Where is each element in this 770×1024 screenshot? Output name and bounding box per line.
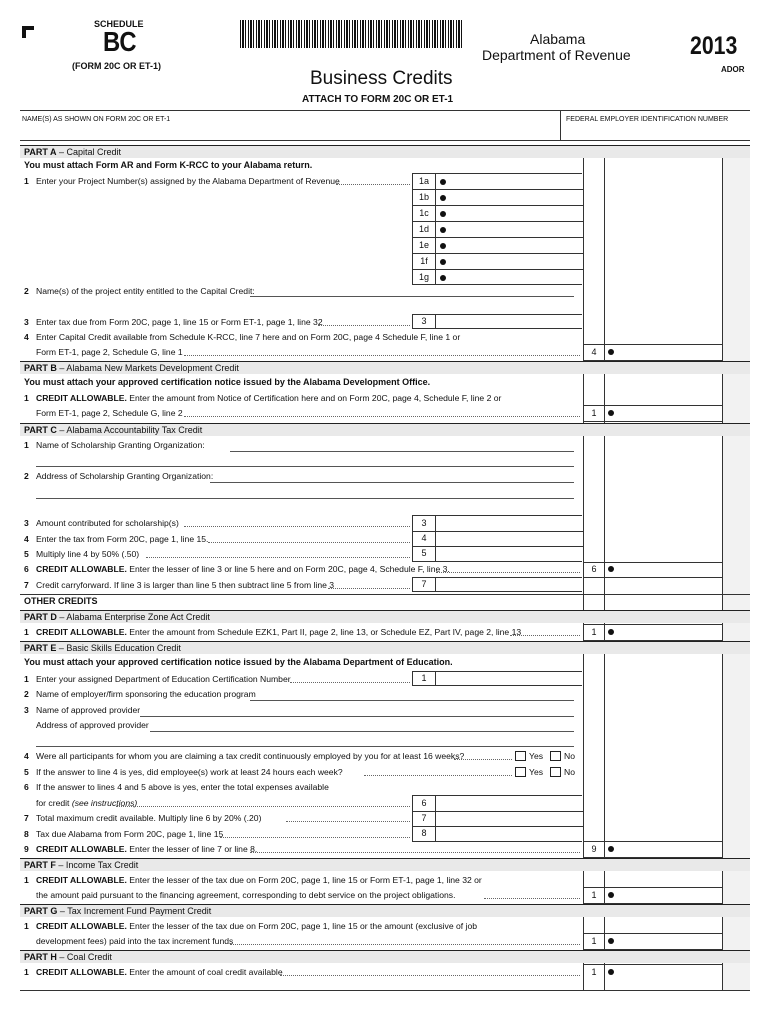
part-e-line-9-number: 9 [24, 844, 29, 854]
fein-label: FEDERAL EMPLOYER IDENTIFICATION NUMBER [566, 116, 729, 123]
part-d-line-1-number: 1 [24, 627, 29, 637]
part-c-line-3-leader [184, 526, 410, 527]
part-e-header [20, 641, 750, 654]
entry-bullet-icon [608, 846, 614, 852]
entry-bullet-icon [440, 179, 446, 185]
part-f-line-1-box-label: 1 [591, 890, 597, 900]
part-b-line-1-box-label: 1 [591, 408, 597, 418]
ident-top-rule [20, 110, 750, 111]
part-c-line-2-text: Address of Scholarship Granting Organization: [36, 471, 214, 481]
form-bottom-rule [20, 990, 750, 991]
part-g-line-1-text-2: development fees) paid into the tax increment funds [36, 936, 234, 946]
part-a-label: PART A [24, 147, 57, 157]
part-c-line-5-text: Multiply line 4 by 50% (.50) [36, 549, 140, 559]
project-line-1a-label: 1a [418, 176, 429, 186]
part-c-line-2-number: 2 [24, 471, 29, 481]
part-g-line-1-number: 1 [24, 921, 29, 931]
line-4-yes-checkbox[interactable] [515, 751, 526, 761]
part-d-line-1-leader [510, 635, 580, 636]
part-a-line-3-number: 3 [24, 317, 29, 327]
part-f-title: – Income Tax Credit [55, 860, 139, 870]
part-b-line-1-text-2: Form ET-1, page 2, Schedule G, line 2 [36, 408, 183, 418]
names-label: NAME(S) AS SHOWN ON FORM 20C OR ET-1 [22, 116, 171, 123]
entry-bullet-icon [440, 259, 446, 265]
part-c-line-1-number: 1 [24, 440, 29, 450]
part-c-label: PART C [24, 425, 57, 435]
part-c-line-7-text: Credit carryforward. If line 3 is larger than line 5 then subtract line 5 from line 3 [36, 580, 335, 590]
part-c-line-7-box[interactable] [412, 577, 582, 592]
part-a-line-2-text: Name(s) of the project entity entitled to the Capital Credit: [36, 286, 255, 296]
employer-name-field[interactable] [250, 700, 574, 701]
part-e-line-8-box-label: 8 [421, 828, 427, 838]
part-e-line-7-box-label: 7 [421, 813, 427, 823]
part-e-line-7-number: 7 [24, 813, 29, 823]
part-c-line-5-box-label: 5 [421, 548, 427, 558]
part-e-line-8-number: 8 [24, 829, 29, 839]
part-e-line-6-text-1: If the answer to lines 4 and 5 above is yes, enter the total expenses available [36, 782, 329, 792]
part-a-line-1-text: Enter your Project Number(s) assigned by the Alabama Department of Revenue [36, 176, 340, 186]
part-e-line-1-box[interactable] [412, 671, 582, 686]
part-a-line-1-number: 1 [24, 176, 29, 186]
part-e-line-6-leader [116, 806, 410, 807]
part-f-line-1-leader [484, 898, 580, 899]
part-e-line-1-number: 1 [24, 674, 29, 684]
part-h-line-1-number: 1 [24, 967, 29, 977]
part-f-line-1-number: 1 [24, 875, 29, 885]
part-d-label: PART D [24, 612, 57, 622]
corner-mark [22, 26, 34, 38]
project-line-1g-label: 1g [418, 272, 429, 282]
part-e-line-9-box-label: 9 [591, 844, 597, 854]
part-a-line-3-leader [318, 325, 410, 326]
part-e-line-8-leader [220, 837, 410, 838]
part-f-line-1-text-2: the amount paid pursuant to the financing agreement, corresponding to debt service on the project obligations. [36, 890, 456, 900]
part-h-line-1-leader [280, 975, 580, 976]
part-g-title: – Tax Increment Fund Payment Credit [57, 906, 212, 916]
entry-bullet-icon [608, 938, 614, 944]
other-credits-heading: OTHER CREDITS [24, 596, 98, 606]
part-a-line-1-leader [336, 184, 410, 185]
entry-bullet-icon [608, 892, 614, 898]
entry-bullet-icon [608, 349, 614, 355]
scholarship-org-name-field-2[interactable] [36, 466, 574, 467]
schedule-label: SCHEDULE [94, 19, 144, 29]
part-c-line-3-box-label: 3 [421, 518, 427, 528]
project-line-1b-label: 1b [418, 192, 429, 202]
provider-name-field[interactable] [140, 716, 574, 717]
part-c-line-1-text: Name of Scholarship Granting Organization: [36, 440, 205, 450]
part-b-header [20, 361, 750, 374]
part-c-line-4-leader [208, 542, 410, 543]
form-title: Business Credits [310, 68, 453, 89]
part-e-line-4-leader [454, 759, 512, 760]
entry-bullet-icon [440, 195, 446, 201]
part-e-line-3-number: 3 [24, 705, 29, 715]
entry-bullet-icon [608, 629, 614, 635]
part-e-line-7-leader [286, 821, 410, 822]
part-d-line-1-text: CREDIT ALLOWABLE. Enter the amount from Schedule EZK1, Part II, page 2, line 13, or Schedule EZ, Part IV, page 2, line 13 [36, 627, 522, 637]
scholarship-org-address-field[interactable] [210, 482, 574, 483]
form-reference: (FORM 20C OR ET-1) [72, 61, 162, 71]
scholarship-org-address-field-2[interactable] [36, 498, 574, 499]
part-a-line-4-number: 4 [24, 332, 29, 342]
part-b-line-1-text-1: CREDIT ALLOWABLE. Enter the amount from Notice of Certification here and on Form 20C, page 4, Schedule F, line 2 or [36, 393, 502, 403]
part-g-header [20, 904, 750, 917]
part-d-line-1-box-label: 1 [591, 627, 597, 637]
part-d-title: – Alabama Enterprise Zone Act Credit [56, 612, 210, 622]
part-b-label: PART B [24, 363, 57, 373]
part-e-line-5-leader [364, 775, 512, 776]
project-line-1e-label: 1e [418, 240, 429, 250]
part-e-line-4-text: Were all participants for whom you are claiming a tax credit continuously employed by you for at least 16 weeks? [36, 751, 465, 761]
part-e-line-6-number: 6 [24, 782, 29, 792]
part-c-line-3-text: Amount contributed for scholarship(s) [36, 518, 179, 528]
part-e-label: PART E [24, 643, 57, 653]
entry-bullet-icon [440, 243, 446, 249]
part-e-line-1-box-label: 1 [421, 673, 427, 683]
part-e-line-3-address-text: Address of approved provider [36, 720, 149, 730]
department-name: Department of Revenue [482, 47, 631, 63]
provider-address-field[interactable] [150, 731, 574, 732]
part-e-line-9-leader [250, 852, 580, 853]
part-g-line-1-leader [230, 944, 580, 945]
part-f-header [20, 858, 750, 871]
part-c-line-6-number: 6 [24, 564, 29, 574]
line-4-yes-label: Yes [529, 751, 544, 761]
part-c-line-6-box-label: 6 [591, 564, 597, 574]
part-e-line-8-text: Tax due Alabama from Form 20C, page 1, line 15 [36, 829, 224, 839]
agency-code: ADOR [721, 65, 745, 74]
ident-divider [560, 110, 561, 140]
project-number-grid [412, 173, 582, 285]
part-e-line-2-number: 2 [24, 689, 29, 699]
part-c-line-4-text: Enter the tax from Form 20C, page 1, line 15. [36, 534, 209, 544]
attach-instruction: ATTACH TO FORM 20C OR ET-1 [302, 94, 454, 105]
part-c-line-7-number: 7 [24, 580, 29, 590]
part-a-line-3-text: Enter tax due from Form 20C, page 1, line 15 or Form ET-1, page 1, line 32 [36, 317, 323, 327]
part-e-line-2-text: Name of employer/firm sponsoring the education program [36, 689, 256, 699]
entry-bullet-icon [440, 275, 446, 281]
part-a-title: – Capital Credit [56, 147, 122, 157]
line-4-no-label: No [564, 751, 575, 761]
part-e-title: – Basic Skills Education Credit [56, 643, 181, 653]
schedule-code: BC [103, 26, 136, 57]
part-b-notice: You must attach your approved certification notice issued by the Alabama Development Office. [24, 377, 431, 387]
part-b-title: – Alabama New Markets Development Credit [56, 363, 239, 373]
part-e-line-9-text: CREDIT ALLOWABLE. Enter the lesser of line 7 or line 8. [36, 844, 258, 854]
tax-year: 2013 [690, 32, 738, 60]
part-h-line-1-text: CREDIT ALLOWABLE. Enter the amount of coal credit available [36, 967, 283, 977]
part-c-title: – Alabama Accountability Tax Credit [56, 425, 203, 435]
part-a-line-4-leader [184, 355, 580, 356]
entry-bullet-icon [608, 566, 614, 572]
part-g-label: PART G [24, 906, 58, 916]
line-5-no-label: No [564, 767, 575, 777]
part-e-notice: You must attach your approved certification notice issued by the Alabama Department of Education. [24, 657, 453, 667]
part-b-line-1-leader [184, 416, 580, 417]
part-g-line-1-text-1: CREDIT ALLOWABLE. Enter the lesser of the tax due on Form 20C, page 1, line 15 or the amount (exclusive of job [36, 921, 478, 931]
project-line-1d-label: 1d [418, 224, 429, 234]
part-a-line-2-number: 2 [24, 286, 29, 296]
part-h-label: PART H [24, 952, 57, 962]
part-e-lines-6-8-boxes[interactable] [412, 795, 582, 842]
part-c-line-5-leader [146, 557, 410, 558]
part-e-line-7-text: Total maximum credit available. Multiply line 6 by 20% (.20) [36, 813, 262, 823]
part-e-line-1-text: Enter your assigned Department of Education Certification Number [36, 674, 291, 684]
provider-address-field-2[interactable] [36, 746, 574, 747]
part-c-line-7-leader [328, 588, 410, 589]
part-c-line-4-box-label: 4 [421, 533, 427, 543]
part-c-line-7-box-label: 7 [421, 579, 427, 589]
part-a-line-4-text-2: Form ET-1, page 2, Schedule G, line 1 [36, 347, 183, 357]
part-c-line-6-leader [436, 572, 580, 573]
part-c-header [20, 423, 750, 436]
part-f-label: PART F [24, 860, 56, 870]
part-e-line-6-box-label: 6 [421, 798, 427, 808]
part-c-line-6-text: CREDIT ALLOWABLE. Enter the lesser of line 3 or line 5 here and on Form 20C, page 4, Schedule F, line 3. [36, 564, 450, 574]
part-e-line-6-text-2: for credit (see instructions) [36, 798, 138, 808]
ident-bottom-rule [20, 140, 750, 141]
project-entity-name-field[interactable] [250, 296, 574, 297]
part-e-line-5-text: If the answer to line 4 is yes, did employee(s) work at least 24 hours each week? [36, 767, 343, 777]
part-h-title: – Coal Credit [56, 952, 112, 962]
line-5-yes-label: Yes [529, 767, 544, 777]
project-line-1f-label: 1f [420, 256, 428, 266]
part-e-line-4-number: 4 [24, 751, 29, 761]
part-a-line-3-box[interactable] [412, 314, 582, 329]
entry-bullet-icon [608, 410, 614, 416]
part-b-line-1-number: 1 [24, 393, 29, 403]
part-e-line-1-leader [290, 682, 410, 683]
part-c-line-4-number: 4 [24, 534, 29, 544]
line-4-no-checkbox[interactable] [550, 751, 561, 761]
part-h-header [20, 950, 750, 963]
line-5-no-checkbox[interactable] [550, 767, 561, 777]
scholarship-org-name-field[interactable] [230, 451, 574, 452]
part-c-line-3-number: 3 [24, 518, 29, 528]
part-e-line-5-number: 5 [24, 767, 29, 777]
project-line-1c-label: 1c [419, 208, 429, 218]
entry-bullet-icon [440, 211, 446, 217]
part-a-line-4-text-1: Enter Capital Credit available from Schedule K-RCC, line 7 here and on Form 20C, page 4 Schedule F, line 1 or [36, 332, 461, 342]
entry-bullet-icon [440, 227, 446, 233]
part-a-header [20, 145, 750, 158]
part-a-line-3-box-label: 3 [421, 316, 427, 326]
barcode [240, 20, 462, 48]
part-a-line-4-box-label: 4 [591, 347, 597, 357]
part-f-line-1-text-1: CREDIT ALLOWABLE. Enter the lesser of the tax due on Form 20C, page 1, line 15 or Form ET-1, page 1, line 32 or [36, 875, 482, 885]
part-g-line-1-box-label: 1 [591, 936, 597, 946]
line-5-yes-checkbox[interactable] [515, 767, 526, 777]
part-e-line-3-text: Name of approved provider [36, 705, 141, 715]
part-c-lines-3-5-boxes[interactable] [412, 515, 582, 562]
part-c-line-5-number: 5 [24, 549, 29, 559]
part-h-line-1-box-label: 1 [591, 967, 597, 977]
part-d-header [20, 610, 750, 623]
state-name: Alabama [530, 31, 586, 47]
part-a-notice: You must attach Form AR and Form K-RCC to your Alabama return. [24, 160, 313, 170]
entry-bullet-icon [608, 969, 614, 975]
